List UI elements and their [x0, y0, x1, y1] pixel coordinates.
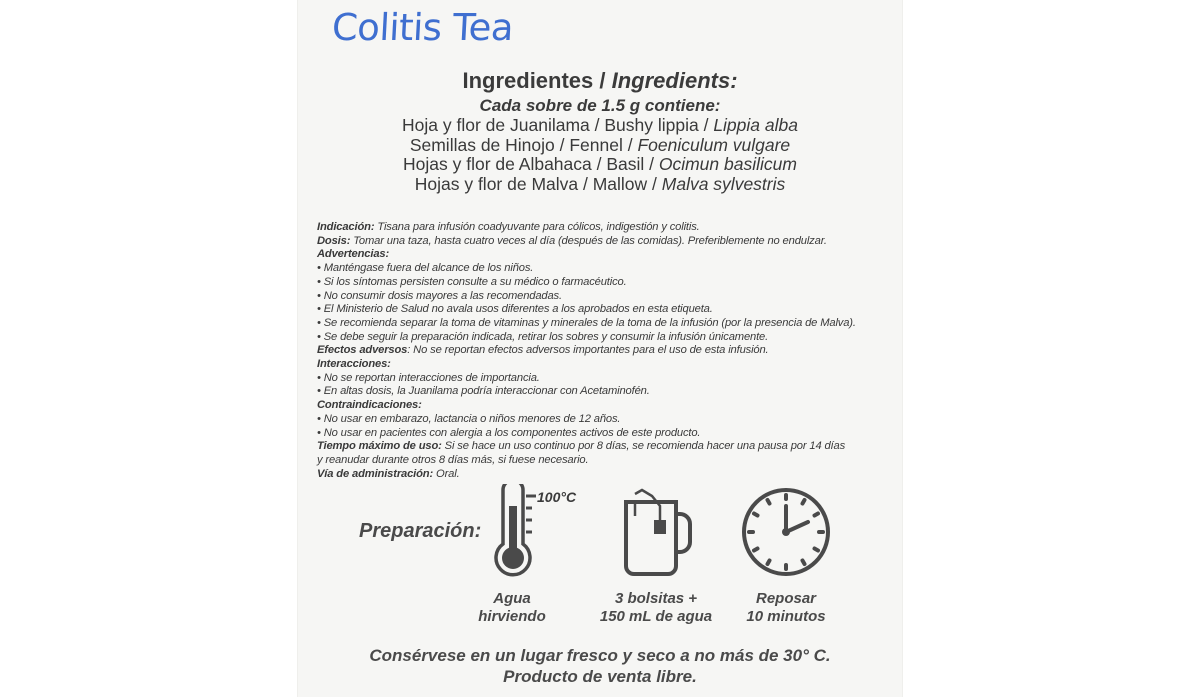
ingredient-latin: Ocimun basilicum: [658, 154, 797, 174]
dosis-label: Dosis:: [317, 234, 351, 247]
indicacion-line: [317, 221, 897, 235]
via-label: Vía de administración:: [317, 467, 434, 480]
ingredient-common: Hojas y flor de Albahaca / Basil /: [403, 154, 659, 174]
interacciones-label: [317, 358, 897, 372]
ingredients-subheading: Cada sobre de 1.5 g contiene:: [479, 96, 721, 115]
advertencia-item: • Si los síntomas persisten consulte a su médico o farmacéutico.: [317, 275, 627, 288]
heading-es: Ingredientes /: [462, 68, 612, 93]
step-line: Reposar: [755, 590, 817, 607]
ingredient-common: Semillas de Hinojo / Fennel /: [409, 134, 638, 155]
ingredient-item: [298, 155, 902, 175]
preparation-label: Preparación:: [359, 520, 482, 542]
efectos-line: [317, 344, 897, 358]
ingredients-heading: [298, 68, 902, 94]
storage-note: Consérvese en un lugar fresco y seco a no más de 30° C.: [369, 646, 831, 665]
tiempo-line-2: y reanudar durante otros 8 días más, si fuese necesario.: [317, 453, 589, 466]
indicacion-text: Tisana para infusión coadyuvante para cólicos, indigestión y colitis.: [374, 221, 700, 233]
ingredient-item: [298, 136, 902, 156]
step-steep: [726, 590, 846, 626]
clock-icon: [740, 486, 832, 578]
interaccion-item: • No se reportan interacciones de importancia.: [317, 371, 540, 384]
temperature-label: 100°C: [537, 489, 577, 505]
step-line: hirviendo: [478, 608, 546, 625]
via-line: [317, 468, 897, 482]
teabag-mug-icon: [620, 486, 694, 578]
advertencia-item: • El Ministerio de Salud no avala usos diferentes a los aprobados en esta etiqueta.: [317, 303, 713, 316]
ingredient-latin: Foeniculum vulgare: [637, 134, 791, 155]
step-line: 10 minutos: [746, 608, 826, 625]
heading-en: Ingredients:: [611, 68, 738, 93]
ingredient-latin: Lippia alba: [713, 115, 798, 135]
storage-footer: [298, 645, 902, 687]
advertencia-item: • Se recomienda separar la toma de vitaminas y minerales de la toma de la infusión (por la presencia de Malva).: [317, 316, 856, 329]
ingredient-item: [298, 116, 902, 136]
tiempo-label: Tiempo máximo de uso:: [317, 440, 442, 453]
thermometer-icon: [488, 484, 538, 582]
step-boiling-water: [452, 590, 572, 626]
advertencia-item: • Se debe seguir la preparación indicada, retirar los sobres y consumir la infusión únicamente.: [317, 330, 769, 343]
dosis-line: [317, 235, 897, 249]
contra-item: • No usar en embarazo, lactancia o niños menores de 12 años.: [317, 412, 621, 425]
contra-label: [317, 399, 897, 413]
ingredient-common: Hoja y flor de Juanilama / Bushy lippia /: [402, 115, 714, 135]
advertencias-label-text: Advertencias:: [317, 248, 390, 261]
contra-item: • No usar en pacientes con alergia a los componentes activos de este producto.: [317, 426, 701, 439]
advertencia-item: • Manténgase fuera del alcance de los niños.: [317, 262, 534, 275]
product-title: Colitis Tea: [330, 6, 515, 49]
efectos-text: : No se reportan efectos adversos importantes para el uso de esta infusión.: [407, 344, 769, 357]
product-details: [317, 221, 897, 481]
interacciones-label-text: Interacciones:: [317, 358, 391, 371]
tiempo-line: [317, 440, 897, 454]
step-teabags-water: [586, 590, 726, 626]
ingredients-list: [298, 116, 902, 194]
via-text: Oral.: [433, 467, 460, 480]
efectos-label: Efectos adversos: [317, 344, 408, 357]
ingredient-latin: Malva sylvestris: [661, 173, 786, 194]
interaccion-item: • En altas dosis, la Juanilama podría interaccionar con Acetaminofén.: [317, 385, 650, 398]
advertencias-label: [317, 248, 897, 262]
dosis-text: Tomar una taza, hasta cuatro veces al día (después de las comidas). Preferiblemente no endulzar.: [350, 234, 827, 247]
step-line: Agua: [493, 590, 531, 607]
tiempo-text: Si se hace un uso continuo por 8 días, se recomienda hacer una pausa por 14 días: [441, 440, 846, 453]
contra-label-text: Contraindicaciones:: [317, 399, 422, 412]
ingredient-common: Hojas y flor de Malva / Mallow /: [414, 173, 662, 194]
indicacion-label: Indicación:: [317, 221, 375, 233]
sale-note: Producto de venta libre.: [503, 667, 697, 686]
step-line: 3 bolsitas +: [614, 590, 698, 607]
ingredient-item: [298, 175, 902, 195]
step-line: 150 mL de agua: [599, 608, 713, 625]
advertencia-item: • No consumir dosis mayores a las recomendadas.: [317, 289, 562, 302]
